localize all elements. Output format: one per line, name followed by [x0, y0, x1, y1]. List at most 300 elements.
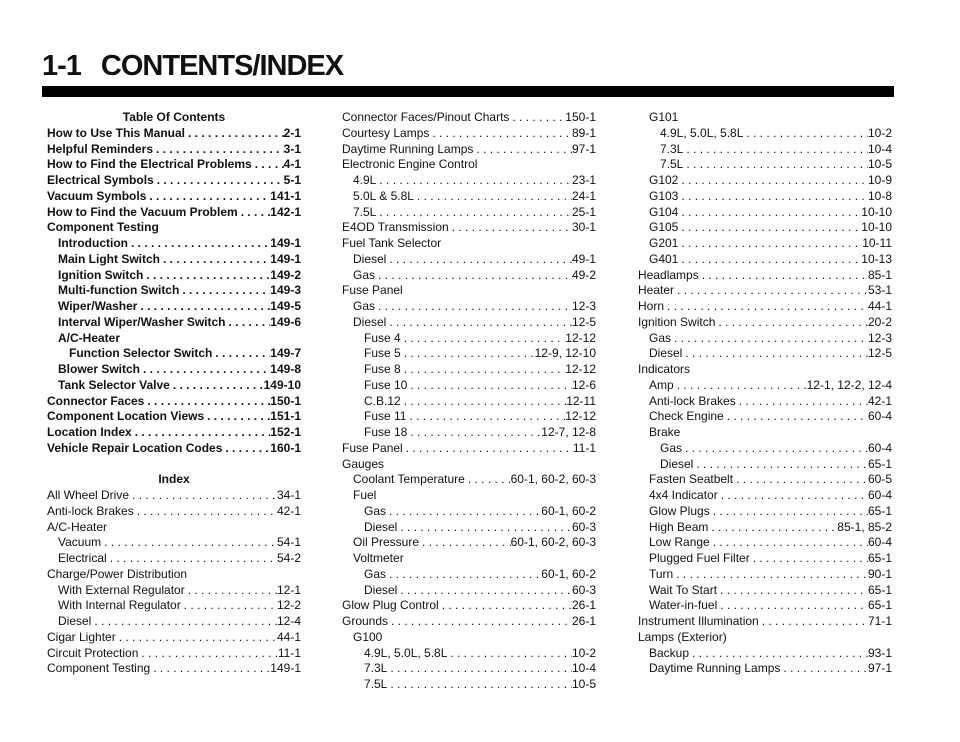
- page-reference: 152-1: [270, 425, 301, 439]
- dot-leader: [386, 504, 541, 520]
- index-entry: [342, 394, 596, 410]
- index-entry: [47, 205, 301, 221]
- index-entry: [638, 614, 892, 630]
- index-column-1: [47, 110, 301, 677]
- index-entry: [638, 394, 892, 410]
- dot-leader: [717, 598, 868, 614]
- dot-leader: [710, 504, 868, 520]
- dot-leader: [397, 520, 572, 536]
- index-entry: [638, 362, 892, 378]
- dot-leader: [170, 378, 264, 394]
- page-reference: 5-1: [283, 173, 301, 187]
- dot-leader: [674, 378, 807, 394]
- page-reference: 149-2: [270, 267, 301, 282]
- dot-leader: [419, 535, 511, 551]
- page-reference: 149-10: [263, 377, 301, 392]
- page-reference: 34-1: [276, 488, 301, 502]
- page-reference: 10-11: [862, 236, 892, 250]
- page-reference: 12-12: [565, 362, 596, 376]
- entry-label: Gas: [649, 330, 672, 345]
- page-reference: 85-1, 85-2: [837, 519, 892, 534]
- dot-leader: [708, 520, 837, 536]
- page-reference: 60-1, 60-2: [541, 566, 596, 581]
- entry-label: Gas: [660, 440, 683, 455]
- entry-label: C.B.12: [364, 393, 401, 408]
- dot-leader: [134, 504, 277, 520]
- entry-label: Introduction: [58, 236, 128, 250]
- dot-leader: [678, 189, 868, 205]
- dot-leader: [715, 315, 868, 331]
- entry-label: Daytime Running Lamps: [649, 661, 781, 676]
- entry-label: Turn: [649, 566, 674, 581]
- page-reference: 10-4: [571, 661, 596, 676]
- header-rule: [42, 86, 894, 97]
- entry-label: Diesel: [660, 456, 694, 471]
- index-entry: [342, 488, 596, 504]
- entry-label: Multi-function Switch: [58, 283, 180, 298]
- entry-label: Fuse 10: [364, 377, 408, 392]
- entry-label: Ignition Switch: [638, 314, 716, 329]
- page-reference: 149-3: [270, 283, 301, 298]
- dot-leader: [226, 315, 271, 331]
- index-entry: [638, 126, 892, 142]
- page-reference: 60-4: [867, 488, 892, 502]
- index-entry: [342, 567, 596, 583]
- dot-leader: [717, 583, 868, 599]
- index-entry: [638, 630, 892, 646]
- page-reference: 26-1: [571, 614, 596, 628]
- index-entry: [638, 142, 892, 158]
- page-reference: 44-1: [276, 629, 301, 644]
- dot-leader: [678, 252, 861, 268]
- index-entry: [638, 173, 892, 189]
- dot-leader: [397, 583, 572, 599]
- index-entry: [638, 409, 892, 425]
- page-reference: 12-2: [276, 598, 301, 613]
- index-entry: [342, 315, 596, 331]
- dot-leader: [406, 409, 565, 425]
- page-reference: 149-8: [270, 362, 301, 376]
- entry-label: Cigar Lighter: [47, 629, 116, 644]
- dot-leader: [128, 236, 270, 252]
- page-reference: 151-1: [270, 409, 301, 424]
- dot-leader: [101, 535, 277, 551]
- index-entry: [47, 409, 301, 425]
- page-reference: 12-5: [571, 314, 596, 329]
- index-entry: [47, 315, 301, 331]
- dot-leader: [447, 646, 572, 662]
- index-entry: [342, 551, 596, 567]
- entry-label: Index: [158, 472, 190, 487]
- entry-label: Instrument Illumination: [638, 614, 759, 628]
- entry-label: Courtesy Lamps: [342, 125, 430, 140]
- index-entry: [342, 142, 596, 158]
- section-heading: [47, 110, 301, 126]
- dot-leader: [116, 630, 277, 646]
- page-reference: 10-13: [861, 251, 892, 266]
- entry-label: Diesel: [353, 251, 387, 266]
- index-entry: [342, 220, 596, 236]
- entry-label: Fuse 5: [364, 346, 401, 361]
- page-reference: 10-8: [867, 188, 892, 203]
- index-entry: [638, 598, 892, 614]
- index-entry: [342, 520, 596, 536]
- dot-leader: [678, 173, 868, 189]
- entry-label: Circuit Protection: [47, 645, 139, 660]
- entry-label: With External Regulator: [58, 582, 185, 597]
- entry-label: Oil Pressure: [353, 535, 420, 550]
- dot-leader: [750, 551, 868, 567]
- page-reference: 42-1: [276, 503, 301, 518]
- dot-leader: [386, 252, 572, 268]
- entry-label: Fuse 8: [364, 362, 401, 376]
- index-entry: [47, 425, 301, 441]
- dot-leader: [473, 142, 572, 158]
- index-entry: [47, 252, 301, 268]
- index-entry: [638, 205, 892, 221]
- entry-label: Gauges: [342, 456, 385, 471]
- page-reference: 149-6: [270, 314, 301, 329]
- index-entry: [638, 488, 892, 504]
- page-reference: 10-10: [861, 204, 892, 219]
- index-entry: [342, 409, 596, 425]
- entry-label: 7.3L: [364, 661, 388, 676]
- entry-label: Tank Selector Valve: [58, 377, 170, 392]
- dot-leader: [693, 457, 868, 473]
- dot-leader: [238, 205, 271, 221]
- page-reference: 20-2: [867, 314, 892, 329]
- dot-leader: [376, 173, 572, 189]
- entry-label: G104: [649, 204, 679, 219]
- entry-label: Indicators: [638, 362, 691, 376]
- dot-leader: [683, 142, 868, 158]
- entry-label: 4.9L, 5.0L, 5.8L: [364, 645, 448, 660]
- index-entry: [638, 472, 892, 488]
- page-reference: 150-1: [565, 110, 596, 124]
- entry-label: Wait To Start: [649, 582, 718, 597]
- index-entry: [47, 567, 301, 583]
- dot-leader: [736, 394, 868, 410]
- entry-label: Interval Wiper/Washer Switch: [58, 314, 226, 329]
- page-reference: 150-1: [270, 393, 301, 408]
- page-title: CONTENTS/INDEX: [100, 50, 344, 82]
- dot-leader: [699, 268, 868, 284]
- page-reference: 89-1: [571, 125, 596, 140]
- dot-leader: [91, 614, 277, 630]
- index-entry: [638, 551, 892, 567]
- index-entry: [342, 299, 596, 315]
- page-reference: 60-3: [571, 582, 596, 597]
- index-column-3: [638, 110, 892, 677]
- index-entry: [47, 598, 301, 614]
- dot-leader: [132, 425, 271, 441]
- section-heading: [47, 472, 301, 488]
- entry-label: 4x4 Indicator: [649, 488, 718, 502]
- page-reference: 10-2: [867, 125, 892, 140]
- dot-leader: [465, 472, 511, 488]
- index-entry: [342, 646, 596, 662]
- page-reference: 97-1: [867, 661, 892, 676]
- index-entry: [47, 457, 301, 473]
- page-reference: 24-1: [571, 188, 596, 203]
- dot-leader: [724, 409, 868, 425]
- index-entry: [342, 236, 596, 252]
- entry-label: 4.9L, 5.0L, 5.8L: [660, 125, 744, 140]
- index-entry: [47, 630, 301, 646]
- dot-leader: [150, 661, 270, 677]
- index-entry: [342, 583, 596, 599]
- dot-leader: [429, 126, 572, 142]
- entry-label: G401: [649, 251, 679, 266]
- index-entry: [47, 331, 301, 347]
- page-header: [42, 50, 343, 83]
- index-entry: [638, 346, 892, 362]
- index-entry: [47, 268, 301, 284]
- page-reference: 4-1: [283, 157, 301, 172]
- entry-label: Gas: [353, 267, 376, 282]
- index-entry: [342, 378, 596, 394]
- dot-leader: [678, 205, 861, 221]
- entry-label: Vacuum: [58, 535, 102, 550]
- page-reference: 54-2: [276, 551, 301, 565]
- entry-label: Amp: [649, 377, 674, 392]
- entry-label: Charge/Power Distribution: [47, 566, 188, 581]
- dot-leader: [678, 236, 862, 252]
- index-entry: [342, 441, 596, 457]
- page-reference: 149-1: [270, 251, 301, 266]
- dot-leader: [386, 315, 572, 331]
- section-number: 1-1: [42, 50, 81, 82]
- page-reference: 60-1, 60-2, 60-3: [510, 535, 596, 550]
- entry-label: Low Range: [649, 535, 710, 550]
- dot-leader: [252, 157, 284, 173]
- page-reference: 30-1: [571, 220, 596, 235]
- dot-leader: [414, 189, 572, 205]
- page-reference: 85-1: [867, 267, 892, 282]
- dot-leader: [673, 567, 868, 583]
- index-entry: [638, 110, 892, 126]
- entry-label: 7.5L: [660, 157, 684, 172]
- index-entry: [342, 283, 596, 299]
- dot-leader: [146, 189, 270, 205]
- index-entry: [638, 252, 892, 268]
- entry-label: Headlamps: [638, 267, 699, 282]
- entry-label: A/C-Heater: [58, 330, 121, 345]
- dot-leader: [509, 110, 565, 126]
- index-entry: [342, 110, 596, 126]
- dot-leader: [743, 126, 868, 142]
- dot-leader: [674, 283, 868, 299]
- dot-leader: [179, 283, 270, 299]
- page-reference: 10-2: [571, 645, 596, 660]
- index-entry: [638, 441, 892, 457]
- dot-leader: [376, 205, 572, 221]
- entry-label: How to Use This Manual: [47, 125, 186, 140]
- index-entry: [47, 535, 301, 551]
- page-reference: 23-1: [571, 173, 596, 187]
- page-reference: 160-1: [270, 440, 301, 455]
- entry-label: Fuel: [353, 488, 377, 502]
- index-entry: [638, 520, 892, 536]
- page-reference: 12-1: [276, 582, 301, 597]
- page-reference: 149-5: [270, 299, 301, 313]
- index-entry: [47, 299, 301, 315]
- entry-label: Diesel: [364, 519, 398, 534]
- entry-label: Fuse Panel: [342, 440, 403, 455]
- entry-label: With Internal Regulator: [58, 598, 181, 613]
- index-entry: [638, 315, 892, 331]
- page-reference: 12-3: [867, 330, 892, 345]
- dot-leader: [401, 331, 566, 347]
- entry-label: E4OD Transmission: [342, 220, 449, 235]
- entry-label: Horn: [638, 299, 665, 313]
- page-reference: 26-1: [571, 598, 596, 613]
- dot-leader: [387, 677, 572, 693]
- dot-leader: [375, 299, 572, 315]
- index-entry: [638, 268, 892, 284]
- entry-label: Electrical Symbols: [47, 173, 154, 187]
- entry-label: Fuse 18: [364, 425, 408, 439]
- index-entry: [638, 157, 892, 173]
- index-entry: [342, 346, 596, 362]
- index-entry: [638, 646, 892, 662]
- entry-label: A/C-Heater: [47, 519, 108, 534]
- page-reference: 12-12: [565, 409, 596, 424]
- entry-label: Diesel: [353, 314, 387, 329]
- index-entry: [638, 331, 892, 347]
- dot-leader: [403, 441, 573, 457]
- entry-label: Daytime Running Lamps: [342, 141, 474, 156]
- index-entry: [638, 283, 892, 299]
- dot-leader: [449, 220, 572, 236]
- dot-leader: [185, 126, 284, 142]
- index-entry: [638, 567, 892, 583]
- page-reference: 60-1, 60-2, 60-3: [510, 472, 596, 487]
- page-reference: 12-9, 12-10: [534, 346, 596, 361]
- dot-leader: [222, 441, 270, 457]
- page-reference: 11-1: [277, 645, 301, 660]
- index-entry: [342, 598, 596, 614]
- page-reference: 12-12: [565, 330, 596, 345]
- entry-label: Fasten Seatbelt: [649, 472, 734, 487]
- entry-label: G103: [649, 188, 679, 203]
- dot-leader: [160, 252, 270, 268]
- index-entry: [47, 661, 301, 677]
- index-entry: [638, 236, 892, 252]
- dot-leader: [154, 173, 284, 189]
- index-entry: [342, 630, 596, 646]
- entry-label: Connector Faces/Pinout Charts: [342, 110, 510, 124]
- entry-label: High Beam: [649, 519, 709, 534]
- index-entry: [342, 268, 596, 284]
- dot-leader: [138, 646, 277, 662]
- page-reference: 12-3: [571, 299, 596, 313]
- page-reference: 149-1: [270, 661, 301, 676]
- page-reference: 65-1: [867, 582, 892, 597]
- index-entry: [342, 535, 596, 551]
- entry-label: G201: [649, 236, 679, 250]
- dot-leader: [682, 346, 868, 362]
- index-entry: [342, 205, 596, 221]
- index-entry: [47, 346, 301, 362]
- page-reference: 12-5: [867, 346, 892, 361]
- dot-leader: [388, 614, 572, 630]
- index-entry: [47, 441, 301, 457]
- index-entry: [47, 488, 301, 504]
- index-entry: [47, 614, 301, 630]
- index-entry: [342, 677, 596, 693]
- index-entry: [638, 189, 892, 205]
- page-reference: 149-1: [270, 236, 301, 250]
- page-reference: 141-1: [270, 188, 301, 203]
- index-entry: [47, 394, 301, 410]
- index-entry: [47, 126, 301, 142]
- page-reference: 44-1: [867, 299, 892, 313]
- entry-label: All Wheel Drive: [47, 488, 130, 502]
- page-reference: 11-1: [572, 440, 596, 455]
- dot-leader: [671, 331, 868, 347]
- entry-label: Helpful Reminders: [47, 141, 154, 156]
- entry-label: 5.0L & 5.8L: [353, 188, 414, 203]
- index-entry: [638, 504, 892, 520]
- page-reference: 10-9: [867, 173, 892, 187]
- index-entry: [47, 551, 301, 567]
- dot-leader: [718, 488, 868, 504]
- index-entry: [638, 661, 892, 677]
- entry-label: Water-in-fuel: [649, 598, 718, 613]
- dot-leader: [689, 646, 868, 662]
- index-entry: [342, 157, 596, 173]
- entry-label: Fuel Tank Selector: [342, 236, 442, 250]
- entry-label: 7.5L: [353, 204, 377, 219]
- dot-leader: [733, 472, 868, 488]
- entry-label: G101: [649, 110, 679, 124]
- entry-label: Ignition Switch: [58, 267, 144, 282]
- index-entry: [638, 220, 892, 236]
- entry-label: 7.5L: [364, 677, 388, 691]
- page-reference: 10-10: [861, 220, 892, 235]
- page-reference: 49-1: [571, 251, 596, 266]
- page-reference: 25-1: [571, 204, 596, 219]
- page-reference: 2-1: [283, 125, 301, 140]
- dot-leader: [143, 268, 270, 284]
- index-entry: [47, 189, 301, 205]
- page-reference: 60-4: [867, 440, 892, 455]
- dot-leader: [137, 299, 270, 315]
- index-entry: [342, 504, 596, 520]
- page-reference: 93-1: [867, 645, 892, 660]
- dot-leader: [664, 299, 868, 315]
- index-entry: [47, 504, 301, 520]
- page-reference: 60-1, 60-2: [541, 503, 596, 518]
- entry-label: 4.9L: [353, 173, 377, 187]
- dot-leader: [407, 425, 541, 441]
- page-reference: 97-1: [571, 141, 596, 156]
- index-column-2: [342, 110, 596, 693]
- page-reference: 60-5: [867, 472, 892, 487]
- index-entry: [47, 157, 301, 173]
- entry-label: Fuse 4: [364, 330, 401, 345]
- page-reference: 90-1: [867, 566, 892, 581]
- entry-label: Gas: [364, 503, 387, 518]
- index-entry: [47, 283, 301, 299]
- index-entry: [342, 173, 596, 189]
- dot-leader: [407, 378, 572, 394]
- index-entry: [342, 362, 596, 378]
- page-reference: 60-4: [867, 409, 892, 424]
- index-entry: [638, 425, 892, 441]
- dot-leader: [683, 157, 868, 173]
